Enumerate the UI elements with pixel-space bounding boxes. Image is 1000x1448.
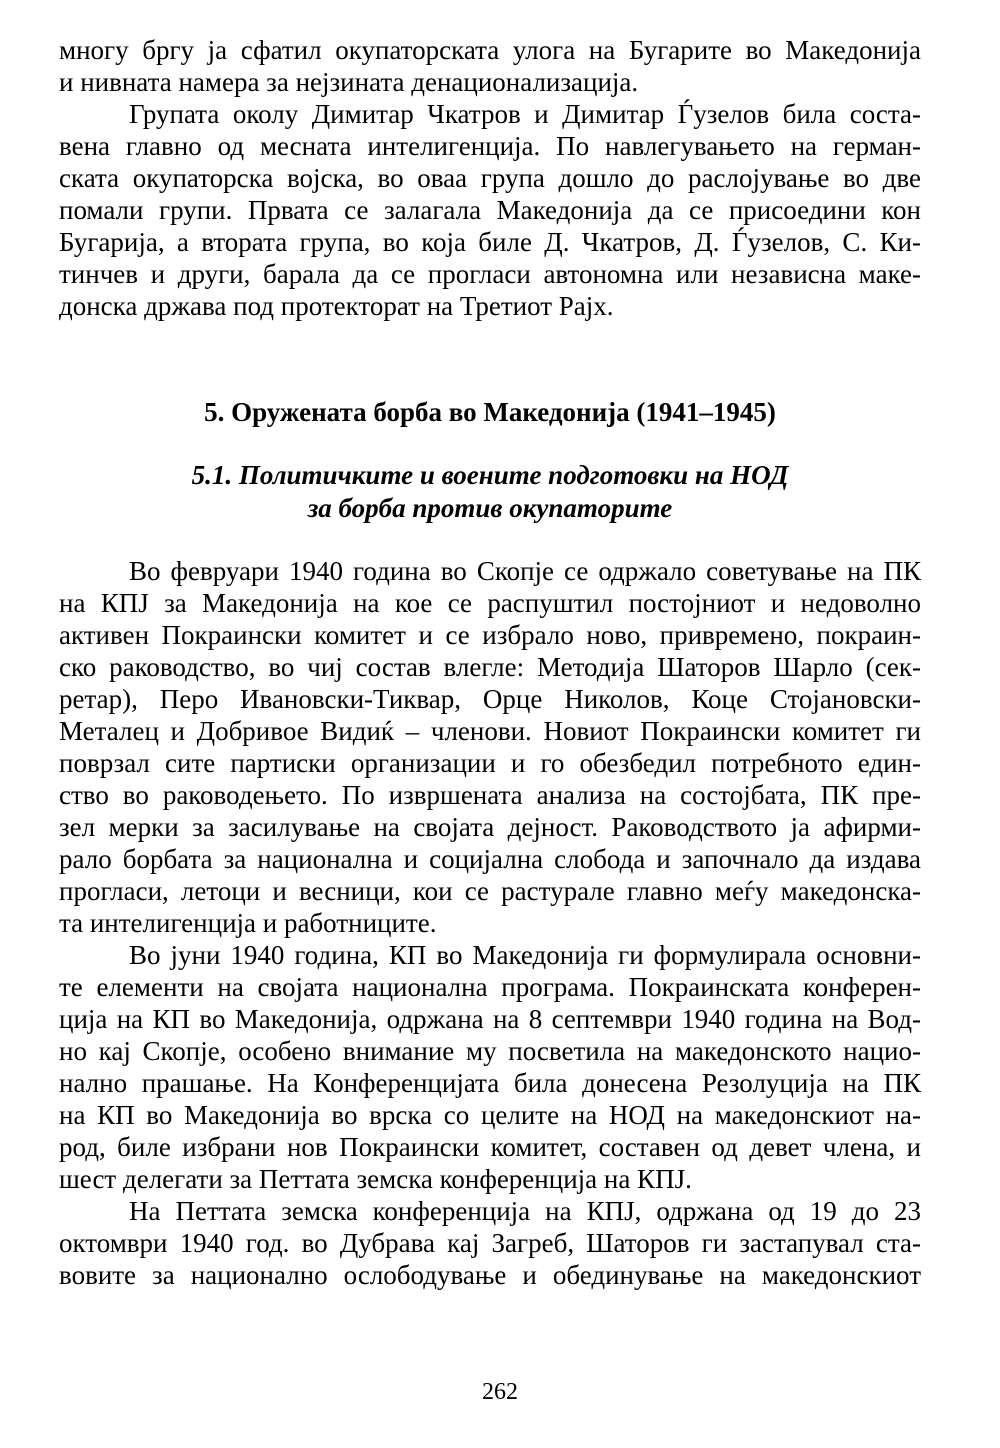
paragraph [59, 1195, 921, 1291]
text-line: Бугарија, а втората група, во која биле Д. Чкатров, Д. Ѓузелов, С. Ки- [59, 227, 921, 257]
body-text-bottom [59, 555, 921, 1291]
text-line: Групата околу Димитар Чкатров и Димитар Ѓузелов била соста- [129, 99, 921, 129]
subheading-spacer [59, 525, 921, 555]
text-line: ско раководство, во чиј состав влегле: Методија Шаторов Шарло (сек- [59, 652, 921, 682]
text-line: рало борбата за национална и социјална слобода и започнало да издава [59, 844, 921, 874]
paragraph [59, 98, 921, 322]
text-line: но кај Скопје, особено внимание му посветила на македонското нацио- [59, 1036, 921, 1066]
text-line: октомври 1940 год. во Дубрава кај Загреб, Шаторов ги застапувал ста- [59, 1228, 921, 1258]
text-line: ретар), Перо Ивановски-Тиквар, Орце Николов, Коце Стојановски- [59, 684, 921, 714]
paragraph [59, 555, 921, 939]
paragraph [59, 939, 921, 1195]
text-line: Металец и Добривое Видиќ – членови. Новиот Покраински комитет ги [59, 716, 921, 746]
text-line: донска држава под протекторат на Третиот Рајх. [59, 291, 614, 321]
subheading-line-2: за борба против окупаторите [307, 493, 673, 523]
text-line: род, биле избрани нов Покраински комитет, составен од девет члена, и [59, 1132, 921, 1162]
text-line: помали групи. Првата се залагала Македонија да се присоедини кон [59, 195, 921, 225]
page-number: 262 [482, 1379, 518, 1405]
text-line: многу бргу ја сфатил окупаторската улога на Бугарите во Македонија [59, 35, 921, 65]
subheading-line-1: 5.1. Политичките и воените подготовки на НОД [191, 460, 789, 490]
text-line: на КПЈ за Македонија на кое се распуштил постојниот и недоволно [59, 588, 921, 618]
text-line: прогласи, летоци и весници, кои се растурале главно меѓу македонска- [59, 876, 921, 906]
page-content [59, 34, 921, 1291]
text-line: шест делегати за Петтата земска конференција на КПЈ. [59, 1164, 692, 1194]
body-text-top [59, 34, 921, 322]
text-line: та интелигенција и работниците. [59, 908, 437, 938]
text-line: поврзал сите партиски организации и го обезбедил потребното един- [59, 748, 921, 778]
section-spacer [59, 322, 921, 396]
paragraph [59, 34, 921, 98]
text-line: и нивната намера за нејзината денационализација. [59, 67, 639, 97]
text-line: нално прашање. На Конференцијата била донесена Резолуција на ПК [59, 1068, 921, 1098]
text-line: вена главно од месната интелигенција. По навлегувањето на герман- [59, 131, 921, 161]
text-line: Во февруари 1940 година во Скопје се одржало советување на ПК [129, 556, 921, 586]
text-line: ската окупаторска војска, во оваа група дошло до раслојување во две [59, 163, 921, 193]
text-line: на КП во Македонија во врска со целите на НОД на македонскиот на- [59, 1100, 921, 1130]
text-line: тинчев и други, барала да се прогласи автономна или независна маке- [59, 259, 921, 289]
text-line: те елементи на својата национална програма. Покраинската конферен- [59, 972, 921, 1002]
text-line: На Петтата земска конференција на КПЈ, одржана од 19 до 23 [129, 1196, 921, 1226]
heading-spacer [59, 428, 921, 459]
section-subheading [59, 459, 921, 525]
text-line: ција на КП во Македонија, одржана на 8 септември 1940 година на Вод- [59, 1004, 921, 1034]
section-heading: 5. Оружената борба во Македонија (1941–1945) [204, 397, 776, 427]
text-line: вовите за национално ослободување и обединување на македонскиот [59, 1260, 921, 1290]
text-line: ство во раководењето. По извршената анализа на состојбата, ПК пре- [59, 780, 921, 810]
text-line: Во јуни 1940 година, КП во Македонија ги формулирала основни- [129, 940, 921, 970]
text-line: зел мерки за засилување на својата дејност. Раководството ја афирми- [59, 812, 921, 842]
text-line: активен Покраински комитет и се избрало ново, привремено, покраин- [59, 620, 921, 650]
